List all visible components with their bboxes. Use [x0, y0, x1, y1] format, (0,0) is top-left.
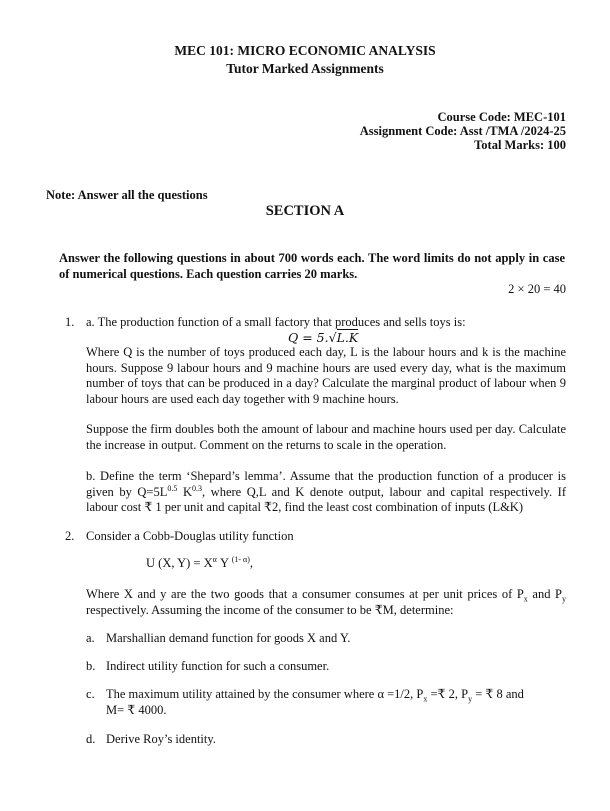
utility-function: [146, 556, 253, 572]
sqrt-icon: √: [328, 330, 337, 345]
subscript-y: y: [468, 694, 473, 704]
list-item: [106, 687, 566, 703]
section-instructions: Answer the following questions in about 700 words each. The word limits do not apply in case of numerical questions. Each question carries 20 marks.: [59, 251, 565, 281]
q1a-body: Where Q is the number of toys produced each day, L is the labour hours and k is the machine hours. Suppose 9 labour hours and 9 machine hours are used every day, what is the maximum number of toys that can be produced in a day? Calculate the marginal product of labour when 9 labour hours are used each day together with 9 machine hours.: [86, 345, 566, 406]
q1b-text: [86, 469, 566, 516]
q2-body: [86, 587, 566, 618]
subscript-y: y: [562, 594, 566, 604]
q1a-intro: a. The production function of a small factory that produces and sells toys is:: [86, 315, 466, 329]
section-heading: SECTION A: [265, 203, 345, 219]
section-marks: 2 × 20 = 40: [508, 282, 566, 296]
q1b-part: b. Define the term ‘Shepard’s lemma’. Assume that the production function of a producer is given by Q=5L: [86, 469, 566, 499]
page-subtitle: Tutor Marked Assignments: [226, 61, 384, 76]
q2-body-part: respectively. Assuming the income of the consumer to be ₹M, determine:: [86, 602, 454, 617]
course-code: Course Code: MEC-101: [437, 110, 566, 124]
list-item: Derive Roy’s identity.: [106, 732, 216, 746]
utility-part: U (X, Y) = X: [146, 556, 213, 570]
q1a-body-2: Suppose the firm doubles both the amount of labour and machine hours used per day. Calculate the increase in output. Comment on the returns to scale in the operation.: [86, 422, 566, 452]
equation-radicand: L.K: [336, 330, 359, 345]
list-item: Marshallian demand function for goods X and Y.: [106, 631, 351, 645]
q1-equation: [288, 330, 358, 346]
q2-body-part: and P: [527, 587, 562, 601]
assignment-code: Assignment Code: Asst /TMA /2024-25: [359, 124, 566, 138]
item-c-part: = ₹ 8 and: [472, 687, 524, 701]
item-c-part: =₹ 2, P: [427, 687, 469, 701]
list-item-marker: c.: [86, 687, 95, 701]
subscript-x: x: [423, 694, 428, 704]
list-item-marker: a.: [86, 631, 95, 645]
note: Note: Answer all the questions: [46, 188, 208, 202]
question-number: 2.: [65, 529, 75, 543]
utility-exp-one-minus-alpha: (1- α): [231, 554, 250, 564]
equation-lhs: Q = 5.: [288, 330, 329, 345]
total-marks: Total Marks: 100: [474, 138, 566, 152]
item-c-part: The maximum utility attained by the consumer where α =1/2, P: [106, 687, 424, 701]
q1b-part: , where Q,L and K denote output, labour and capital respectively. If labour cost ₹ 1 per unit and capital ₹2, find the least cost combination of inputs (L&K): [86, 484, 567, 514]
q2-body-part: Where X and y are the two goods that a consumer consumes at per unit prices of P: [86, 587, 524, 601]
page-title: MEC 101: MICRO ECONOMIC ANALYSIS: [174, 43, 436, 58]
utility-part: Y: [216, 556, 232, 570]
subscript-x: x: [523, 594, 528, 604]
q2-intro: Consider a Cobb-Douglas utility function: [86, 529, 294, 543]
list-item-marker: d.: [86, 732, 96, 746]
question-number: 1.: [65, 315, 75, 329]
item-c-line-2: M= ₹ 4000.: [106, 703, 167, 717]
utility-exp-alpha: α: [212, 554, 217, 564]
utility-part: ,: [249, 556, 253, 570]
q1b-exp-capital: 0.3: [191, 483, 202, 493]
q1b-part: K: [177, 484, 192, 499]
list-item-marker: b.: [86, 659, 96, 673]
q1b-exp-labour: 0.5: [167, 483, 178, 493]
list-item: Indirect utility function for such a consumer.: [106, 659, 330, 673]
